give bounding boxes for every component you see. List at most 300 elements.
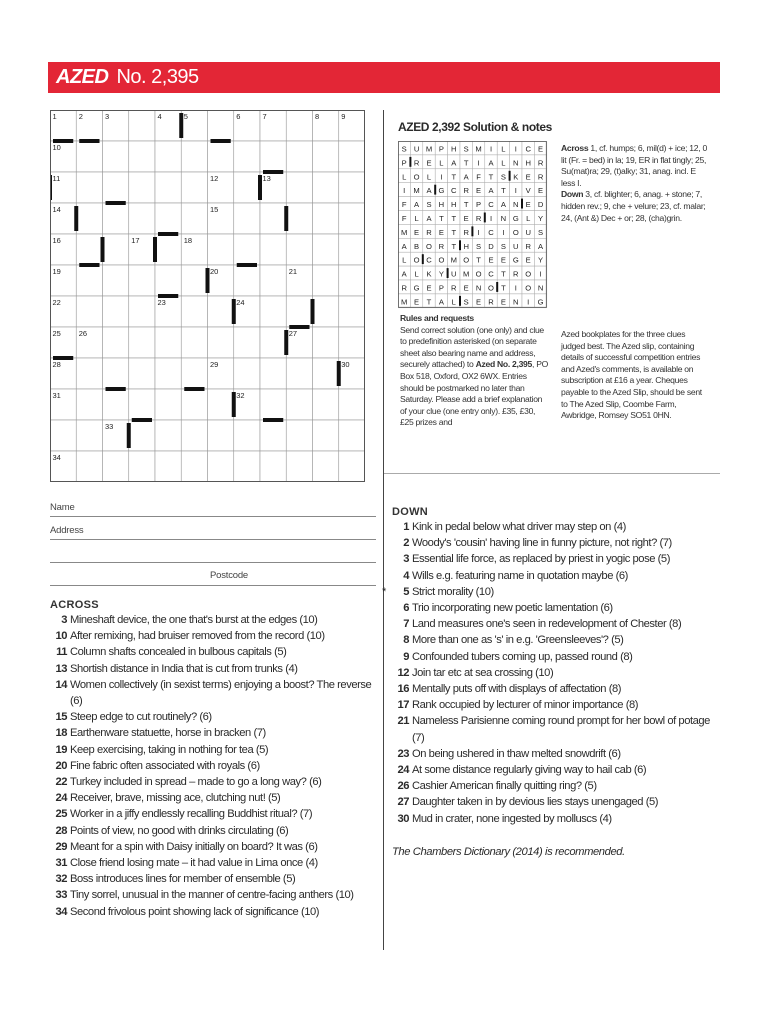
solution-cell	[510, 294, 522, 308]
name-line[interactable]	[50, 516, 376, 517]
svg-text:L: L	[451, 297, 456, 307]
notes-across: 1, cf. humps; 6, mil(d) + ice; 12, 0 lit (Fr. = bed) in la; 19, ER in flat tingly; 25, Su(mat)ra; 29, (t)alky; 31, anag. incl. E less I.	[561, 143, 707, 188]
grid-cell[interactable]	[129, 141, 155, 172]
grid-cell[interactable]	[286, 296, 312, 327]
solution-cell	[448, 197, 460, 211]
solution-cell	[534, 280, 546, 294]
svg-text:C: C	[488, 227, 494, 237]
grid-cell[interactable]	[260, 203, 286, 234]
solution-cell	[448, 266, 460, 280]
clue-number: 20	[55, 759, 67, 772]
solution-cell	[423, 266, 435, 280]
grid-cell[interactable]	[155, 451, 181, 482]
clue-text: More than one as 's' in e.g. 'Greensleeves'? (5)	[412, 634, 624, 647]
svg-text:H: H	[525, 158, 531, 168]
grid-cell[interactable]	[103, 327, 129, 358]
svg-text:O: O	[512, 227, 519, 237]
grid-cell[interactable]	[234, 172, 260, 203]
grid-cell[interactable]	[181, 451, 207, 482]
grid-cell[interactable]	[103, 234, 129, 265]
svg-text:Y: Y	[538, 255, 544, 265]
svg-text:S: S	[538, 227, 544, 237]
grid-cell[interactable]	[339, 327, 365, 358]
svg-text:E: E	[538, 144, 544, 154]
solution-cell	[423, 183, 435, 197]
solution-cell	[472, 294, 484, 308]
grid-cell[interactable]	[103, 265, 129, 296]
grid-cell[interactable]	[155, 389, 181, 420]
solution-cell	[497, 252, 509, 266]
solution-cell	[410, 224, 422, 238]
grid-cell[interactable]	[313, 296, 339, 327]
down-clue	[392, 697, 722, 713]
grid-cell[interactable]	[181, 389, 207, 420]
solution-cell	[423, 141, 435, 155]
solution-cell	[510, 266, 522, 280]
grid-cell[interactable]	[208, 141, 234, 172]
solution-cell	[472, 183, 484, 197]
down-clue	[392, 762, 722, 778]
solution-cell	[435, 211, 447, 225]
grid-cell[interactable]	[286, 203, 312, 234]
solution-cell	[485, 169, 497, 183]
clue-number: 32	[55, 873, 67, 886]
grid-cell[interactable]	[155, 141, 181, 172]
svg-text:S: S	[500, 172, 506, 182]
grid-cell[interactable]	[313, 141, 339, 172]
clue-text: Daughter taken in by devious lies stays unengaged (5)	[412, 796, 659, 809]
grid-cell[interactable]	[339, 141, 365, 172]
grid-cell[interactable]	[103, 451, 129, 482]
grid-cell[interactable]	[234, 141, 260, 172]
clue-text: Woody's 'cousin' having line in funny picture, not right? (7)	[412, 537, 672, 550]
solution-cell	[472, 252, 484, 266]
clue-number: 17	[131, 236, 140, 245]
solution-cell	[497, 211, 509, 225]
solution-cell	[410, 197, 422, 211]
solution-cell	[410, 141, 422, 155]
svg-text:I: I	[440, 172, 443, 182]
grid-cell[interactable]	[181, 141, 207, 172]
grid-cell[interactable]	[234, 265, 260, 296]
grid-cell[interactable]	[339, 265, 365, 296]
solution-cell	[398, 238, 410, 252]
grid-cell[interactable]	[208, 327, 234, 358]
puzzle-number: No. 2,395	[116, 66, 199, 88]
clue-text: Cashier American finally quitting ring? (5)	[412, 780, 597, 793]
grid-cell[interactable]	[76, 420, 102, 451]
down-clue	[392, 551, 722, 567]
grid-cell[interactable]	[103, 172, 129, 203]
svg-text:R: R	[513, 269, 519, 279]
clue-text: Shortish distance in India that is cut from trunks (4)	[70, 662, 298, 675]
grid-cell[interactable]	[234, 203, 260, 234]
grid-cell[interactable]	[76, 265, 102, 296]
across-clue	[50, 887, 380, 903]
svg-text:A: A	[488, 158, 494, 168]
solution-cell	[435, 197, 447, 211]
clue-number: 23	[397, 747, 409, 760]
solution-cell	[410, 183, 422, 197]
grid-cell[interactable]	[234, 451, 260, 482]
solution-cell	[398, 183, 410, 197]
grid-cell[interactable]	[129, 265, 155, 296]
svg-text:D: D	[488, 241, 494, 251]
solution-cell	[423, 294, 435, 308]
clue-number: 29	[55, 840, 67, 853]
grid-cell[interactable]	[76, 358, 102, 389]
clue-number: 24	[236, 298, 245, 307]
grid-cell[interactable]	[260, 141, 286, 172]
svg-text:E: E	[463, 283, 469, 293]
grid-cell[interactable]	[260, 389, 286, 420]
svg-text:U: U	[451, 269, 457, 279]
grid-cell[interactable]	[339, 296, 365, 327]
solution-cell	[435, 280, 447, 294]
grid-cell[interactable]	[76, 296, 102, 327]
svg-text:L: L	[501, 144, 506, 154]
grid-cell[interactable]	[50, 420, 76, 451]
grid-cell[interactable]	[339, 389, 365, 420]
grid-cell[interactable]	[313, 327, 339, 358]
clue-number: 10	[55, 630, 67, 643]
svg-text:A: A	[451, 158, 457, 168]
grid-cell[interactable]	[208, 296, 234, 327]
clue-number: 7	[403, 618, 409, 631]
grid-cell[interactable]	[181, 265, 207, 296]
clue-number: 9	[341, 112, 346, 121]
grid-cell[interactable]	[339, 203, 365, 234]
svg-text:T: T	[476, 255, 481, 265]
solution-cell	[510, 169, 522, 183]
grid-cell[interactable]	[76, 451, 102, 482]
svg-text:C: C	[525, 144, 531, 154]
grid-cell[interactable]	[313, 358, 339, 389]
grid-cell[interactable]	[76, 141, 102, 172]
grid-cell[interactable]	[313, 265, 339, 296]
svg-text:A: A	[488, 186, 494, 196]
grid-cell[interactable]	[313, 420, 339, 451]
solution-cell	[497, 197, 509, 211]
svg-text:T: T	[463, 200, 469, 210]
solution-cell	[510, 197, 522, 211]
grid-cell[interactable]	[155, 358, 181, 389]
grid-cell[interactable]	[129, 296, 155, 327]
grid-cell[interactable]	[234, 234, 260, 265]
clue-text: Receiver, brave, missing ace, clutching nut! (5)	[70, 792, 281, 805]
svg-text:M: M	[463, 269, 470, 279]
svg-text:E: E	[500, 297, 506, 307]
svg-text:E: E	[463, 214, 469, 223]
solution-cell	[410, 238, 422, 252]
clue-number: 22	[55, 776, 67, 789]
grid-cell[interactable]	[181, 420, 207, 451]
clue-text: Nameless Parisienne coming round prompt for her bowl of potage (7)	[412, 715, 710, 744]
solution-cell	[448, 155, 460, 169]
solution-cell	[497, 155, 509, 169]
grid-cell[interactable]	[234, 420, 260, 451]
svg-text:M: M	[425, 144, 433, 154]
grid-cell[interactable]	[129, 172, 155, 203]
solution-cell	[522, 252, 534, 266]
postcode-label: Postcode	[210, 570, 249, 581]
grid-cell[interactable]	[103, 389, 129, 420]
grid-cell[interactable]	[208, 110, 234, 141]
grid-cell[interactable]	[208, 234, 234, 265]
svg-text:L: L	[439, 158, 444, 168]
svg-text:C: C	[426, 255, 432, 265]
grid-cell[interactable]	[155, 234, 181, 265]
clue-number: 5	[403, 585, 409, 598]
solution-cell	[435, 266, 447, 280]
grid-cell[interactable]	[286, 110, 312, 141]
solution-cell	[423, 197, 435, 211]
grid-cell[interactable]	[129, 358, 155, 389]
grid-cell[interactable]	[155, 327, 181, 358]
clue-number: 19	[52, 267, 61, 276]
grid-cell[interactable]	[313, 389, 339, 420]
clue-text: Turkey included in spread – made to go a long way? (6)	[70, 776, 322, 789]
solution-cell	[485, 197, 497, 211]
svg-text:N: N	[513, 158, 519, 168]
crossword-grid[interactable]	[50, 110, 365, 482]
grid-cell[interactable]	[286, 358, 312, 389]
svg-text:P: P	[401, 158, 407, 168]
solution-cell	[534, 252, 546, 266]
grid-cell[interactable]	[313, 234, 339, 265]
solution-cell	[448, 252, 460, 266]
solution-cell	[398, 224, 410, 238]
grid-cell[interactable]	[313, 172, 339, 203]
solution-cell	[435, 238, 447, 252]
clue-text: Boss introduces lines for member of ensemble (5)	[70, 873, 296, 886]
clue-text: Close friend losing mate – it had value in Lima once (4)	[70, 857, 318, 870]
grid-cell[interactable]	[129, 420, 155, 451]
clue-text: Women collectively (in sexist terms) enjoying a boost? The reverse (6)	[70, 678, 372, 708]
solution-cell	[398, 211, 410, 225]
svg-text:B: B	[414, 241, 420, 251]
solution-cell	[398, 155, 410, 169]
grid-cell[interactable]	[260, 420, 286, 451]
solution-cell	[460, 197, 472, 211]
clue-text: Confounded tubers coming up, passed round (8)	[412, 650, 633, 663]
solution-cell	[534, 211, 546, 225]
solution-title: AZED 2,392 Solution & notes	[398, 120, 552, 134]
grid-cell[interactable]	[313, 203, 339, 234]
grid-cell[interactable]	[181, 327, 207, 358]
rules-address-bold: Azed No. 2,395	[475, 359, 533, 370]
solution-cell	[522, 294, 534, 308]
clue-number: 25	[52, 329, 61, 338]
across-clue	[50, 628, 380, 644]
clue-number: 19	[55, 743, 67, 756]
clue-text: Keep exercising, taking in nothing for tea (5)	[70, 743, 269, 756]
solution-grid	[398, 141, 548, 309]
svg-text:L: L	[526, 214, 531, 223]
solution-cell	[398, 197, 410, 211]
solution-cell	[435, 294, 447, 308]
svg-text:U: U	[413, 144, 420, 154]
solution-cell	[485, 294, 497, 308]
clue-number: 17	[397, 699, 409, 712]
grid-cell[interactable]	[181, 203, 207, 234]
clue-number: 10	[52, 143, 61, 152]
svg-text:M: M	[475, 144, 482, 154]
solution-cell	[423, 211, 435, 225]
down-clue	[392, 681, 722, 697]
solution-cell	[485, 224, 497, 238]
grid-cell[interactable]	[339, 420, 365, 451]
grid-cell[interactable]	[155, 265, 181, 296]
grid-cell[interactable]	[260, 358, 286, 389]
svg-text:M: M	[450, 255, 457, 265]
grid-cell[interactable]	[181, 172, 207, 203]
grid-cell[interactable]	[234, 358, 260, 389]
clue-number: 4	[157, 112, 162, 121]
grid-cell[interactable]	[260, 234, 286, 265]
grid-cell[interactable]	[129, 203, 155, 234]
clue-number: 9	[403, 650, 409, 663]
svg-text:L: L	[402, 255, 407, 265]
solution-cell	[485, 252, 497, 266]
grid-cell[interactable]	[103, 203, 129, 234]
grid-cell[interactable]	[339, 451, 365, 482]
solution-cell	[460, 224, 472, 238]
grid-cell[interactable]	[286, 420, 312, 451]
solution-cell	[460, 155, 472, 169]
solution-cell	[510, 224, 522, 238]
grid-cell[interactable]	[260, 296, 286, 327]
grid-cell[interactable]	[103, 141, 129, 172]
grid-cell[interactable]	[129, 327, 155, 358]
grid-cell[interactable]	[313, 451, 339, 482]
solution-cell	[510, 155, 522, 169]
grid-cell[interactable]	[76, 234, 102, 265]
dictionary-note: The Chambers Dictionary (2014) is recommended.	[392, 846, 625, 858]
solution-cell	[448, 169, 460, 183]
svg-text:Y: Y	[538, 214, 544, 223]
solution-cell	[534, 169, 546, 183]
grid-cell[interactable]	[129, 110, 155, 141]
grid-cell[interactable]	[286, 141, 312, 172]
solution-cell	[485, 155, 497, 169]
solution-cell	[423, 155, 435, 169]
solution-cell	[534, 183, 546, 197]
grid-cell[interactable]	[286, 451, 312, 482]
grid-cell[interactable]	[208, 451, 234, 482]
across-clue	[50, 758, 380, 774]
clue-number: 12	[397, 666, 409, 679]
svg-text:A: A	[401, 269, 407, 279]
clue-text: Land measures one's seen in redevelopment of Chester (8)	[412, 618, 682, 631]
clue-number: 21	[397, 715, 409, 728]
clue-number: 6	[236, 112, 241, 121]
clue-number: 1	[52, 112, 57, 121]
svg-text:O: O	[475, 269, 482, 279]
solution-cell	[423, 252, 435, 266]
across-clue	[50, 855, 380, 871]
notes-down-label: Down	[561, 189, 584, 200]
grid-cell[interactable]	[234, 327, 260, 358]
svg-text:H: H	[451, 144, 457, 154]
solution-cell	[435, 169, 447, 183]
grid-cell[interactable]	[286, 234, 312, 265]
grid-cell[interactable]	[286, 172, 312, 203]
grid-cell[interactable]	[260, 451, 286, 482]
grid-cell[interactable]	[339, 172, 365, 203]
svg-text:O: O	[413, 172, 420, 182]
grid-cell[interactable]	[76, 389, 102, 420]
grid-cell[interactable]	[155, 172, 181, 203]
grid-cell[interactable]	[155, 203, 181, 234]
clue-number: 32	[236, 391, 245, 400]
postcode-line[interactable]	[50, 585, 376, 586]
clue-number: 18	[55, 727, 67, 740]
address-line-2[interactable]	[50, 562, 376, 563]
across-clue	[50, 709, 380, 725]
down-clue	[392, 649, 722, 665]
grid-cell[interactable]	[103, 296, 129, 327]
svg-text:G: G	[537, 297, 544, 307]
svg-text:R: R	[475, 214, 482, 223]
grid-cell[interactable]	[76, 172, 102, 203]
grid-cell[interactable]	[339, 234, 365, 265]
grid-cell[interactable]	[181, 358, 207, 389]
name-label: Name	[50, 502, 75, 513]
clue-number: 22	[52, 298, 61, 307]
grid-cell[interactable]	[155, 420, 181, 451]
address-line-1[interactable]	[50, 539, 376, 540]
across-clue	[50, 774, 380, 790]
svg-text:I: I	[527, 297, 530, 307]
grid-cell[interactable]	[103, 358, 129, 389]
grid-cell[interactable]	[129, 451, 155, 482]
svg-text:R: R	[488, 297, 494, 307]
grid-cell[interactable]	[129, 389, 155, 420]
clue-text: Points of view, no good with drinks circulating (6)	[70, 824, 289, 837]
clue-text: Tiny sorrel, unusual in the manner of centre-facing anthers (10)	[70, 889, 354, 902]
solution-cell	[472, 211, 484, 225]
clue-number: 3	[61, 614, 67, 626]
across-clue	[50, 612, 380, 628]
solution-cell	[510, 252, 522, 266]
svg-text:M: M	[401, 297, 408, 307]
solution-cell	[460, 266, 472, 280]
grid-cell[interactable]	[260, 327, 286, 358]
solution-cell	[398, 141, 410, 155]
grid-cell[interactable]	[260, 265, 286, 296]
grid-cell[interactable]	[208, 389, 234, 420]
clue-number: 3	[105, 112, 110, 121]
solution-cell	[410, 252, 422, 266]
grid-cell[interactable]	[76, 203, 102, 234]
grid-cell[interactable]	[208, 420, 234, 451]
solution-cell	[435, 224, 447, 238]
solution-cell	[410, 211, 422, 225]
svg-text:O: O	[463, 255, 470, 265]
svg-text:P: P	[476, 200, 482, 210]
svg-text:O: O	[413, 255, 420, 265]
down-clue	[392, 568, 722, 584]
puzzle-name: AZED	[56, 66, 109, 88]
solution-cell	[460, 294, 472, 308]
svg-text:T: T	[488, 172, 494, 182]
grid-cell[interactable]	[286, 389, 312, 420]
solution-cell	[398, 266, 410, 280]
solution-cell	[460, 252, 472, 266]
notes-across-label: Across	[561, 143, 589, 153]
grid-cell[interactable]	[181, 296, 207, 327]
